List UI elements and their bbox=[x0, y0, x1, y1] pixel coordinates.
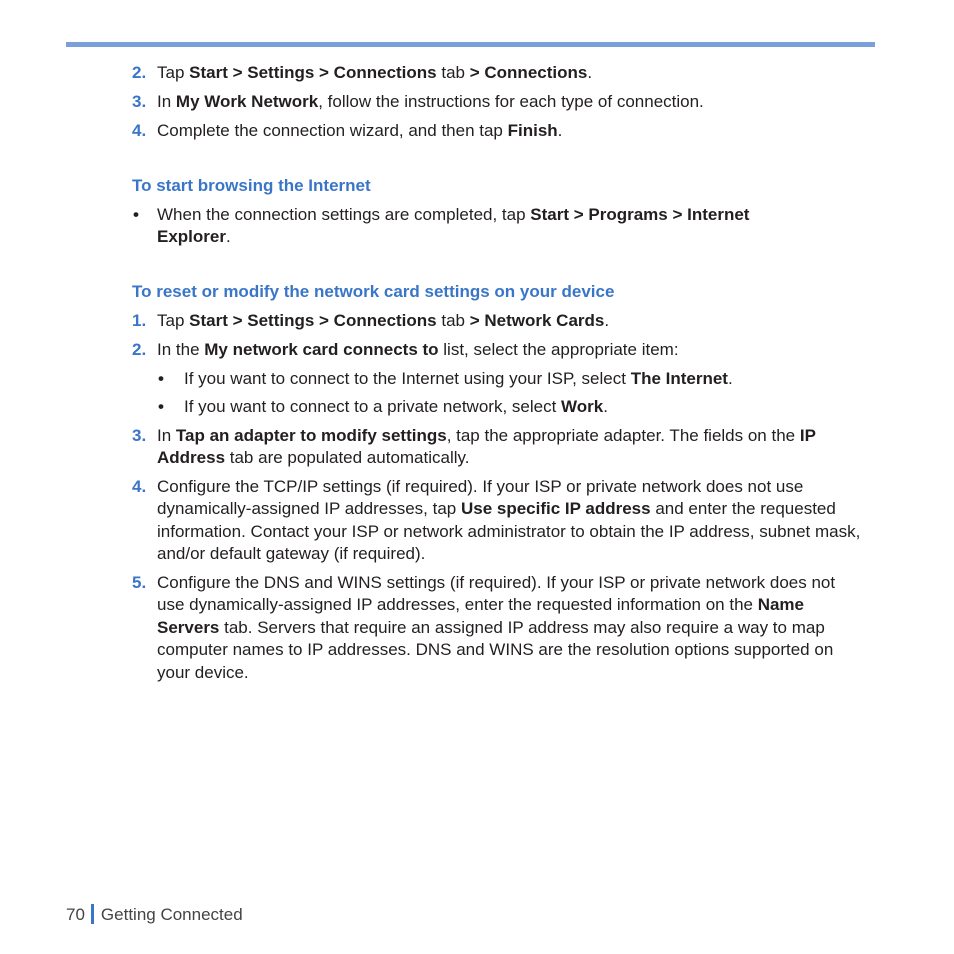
step-number: 4. bbox=[132, 477, 147, 496]
footer-divider bbox=[91, 904, 94, 924]
step-text: Configure the TCP/IP settings (if required). If your ISP or private network does not use dynamically-assigned IP addresses, tap Use specific IP address and enter the requested information. Contact your ISP or network administrator to obtain the IP address, subnet mask, and/or default gateway (if required). bbox=[157, 477, 861, 564]
bullet-text: When the connection settings are completed, tap Start > Programs > Internet Explorer. bbox=[157, 205, 750, 247]
page-number: 70 bbox=[66, 905, 85, 924]
sub-bullet-text: If you want to connect to a private network, select Work. bbox=[184, 397, 608, 416]
step-number: 3. bbox=[132, 426, 147, 445]
step-number: 5. bbox=[132, 573, 147, 592]
step-number: 2. bbox=[132, 63, 147, 82]
section-heading-browse: To start browsing the Internet bbox=[132, 176, 371, 195]
step-text: Tap Start > Settings > Connections tab > Network Cards. bbox=[157, 311, 610, 330]
step-number: 4. bbox=[132, 121, 147, 140]
header-rule bbox=[66, 42, 875, 47]
section-title: Getting Connected bbox=[100, 905, 243, 924]
step-number: 2. bbox=[132, 340, 147, 359]
sub-bullet-text: If you want to connect to the Internet using your ISP, select The Internet. bbox=[184, 369, 733, 388]
bullet-marker: • bbox=[133, 205, 139, 224]
step-number: 1. bbox=[132, 311, 147, 330]
step-text: Complete the connection wizard, and then tap Finish. bbox=[157, 121, 563, 140]
section-heading-reset: To reset or modify the network card settings on your device bbox=[132, 282, 615, 301]
sub-bullet-marker: • bbox=[158, 369, 164, 388]
sub-bullet-marker: • bbox=[158, 397, 164, 416]
step-text: In My Work Network, follow the instructions for each type of connection. bbox=[157, 92, 704, 111]
step-text: Configure the DNS and WINS settings (if required). If your ISP or private network does not use dynamically-assigned IP addresses, enter the requested information on the Name Servers tab. Servers that require an assigned IP address may also require a way to map computer names to IP addresses. DNS and WINS are the resolution options supported on your device. bbox=[157, 573, 836, 682]
page-footer bbox=[66, 904, 243, 926]
step-number: 3. bbox=[132, 92, 147, 111]
step-text: Tap Start > Settings > Connections tab > Connections. bbox=[157, 63, 593, 82]
step-text: In Tap an adapter to modify settings, tap the appropriate adapter. The fields on the IP Address tab are populated automatically. bbox=[157, 426, 816, 468]
step-text: In the My network card connects to list, select the appropriate item: bbox=[157, 340, 679, 359]
